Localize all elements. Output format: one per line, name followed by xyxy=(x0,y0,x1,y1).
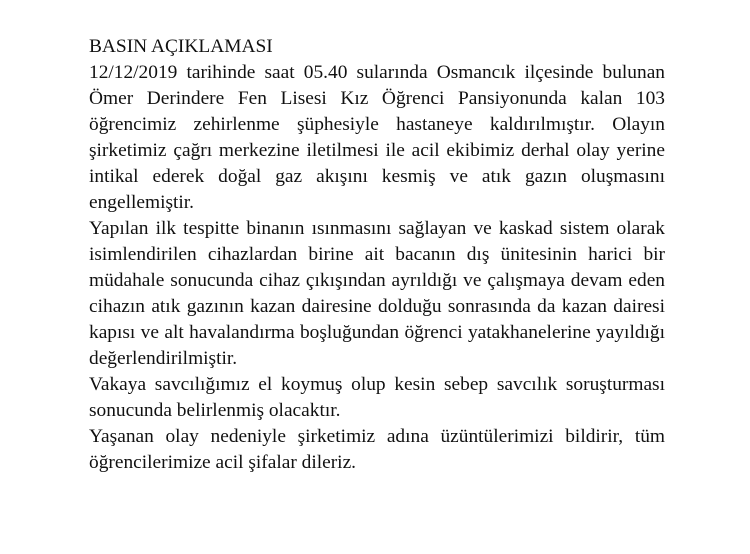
paragraph-incident: 12/12/2019 tarihinde saat 05.40 sularında Osmancık ilçesinde bulunan Ömer Derindere Fen Lisesi Kız Öğrenci Pansiyonunda kalan 103 öğrencimiz zehirlenme şüphesiyle hastaneye kaldırılmıştır. Olayın şirketimiz çağrı merkezine iletilmesi ile acil ekibimiz derhal olay yerine intikal ederek doğal gaz akışını kesmiş ve atık gazın oluşmasını engellemiştir. xyxy=(89,62,665,213)
paragraph-condolence: Yaşanan olay nedeniyle şirketimiz adına üzüntülerimizi bildirir, tüm öğrencilerimize acil şifalar dileriz. xyxy=(89,426,665,473)
press-release xyxy=(89,34,665,476)
paragraph-investigation: Vakaya savcılığımız el koymuş olup kesin sebep savcılık soruşturması sonucunda belirlenmiş olacaktır. xyxy=(89,374,665,421)
paragraph-findings: Yapılan ilk tespitte binanın ısınmasını sağlayan ve kaskad sistem olarak isimlendirilen cihazlardan birine ait bacanın dış ünitesinin harici bir müdahale sonucunda cihaz çıkışından ayrıldığı ve çalışmaya devam eden cihazın atık gazının kazan dairesine dolduğu sonrasında da kazan dairesi kapısı ve alt havalandırma boşluğundan öğrenci yatakhanelerine yayıldığı değerlendirilmiştir. xyxy=(89,218,665,369)
document-title: BASIN AÇIKLAMASI xyxy=(89,36,273,57)
